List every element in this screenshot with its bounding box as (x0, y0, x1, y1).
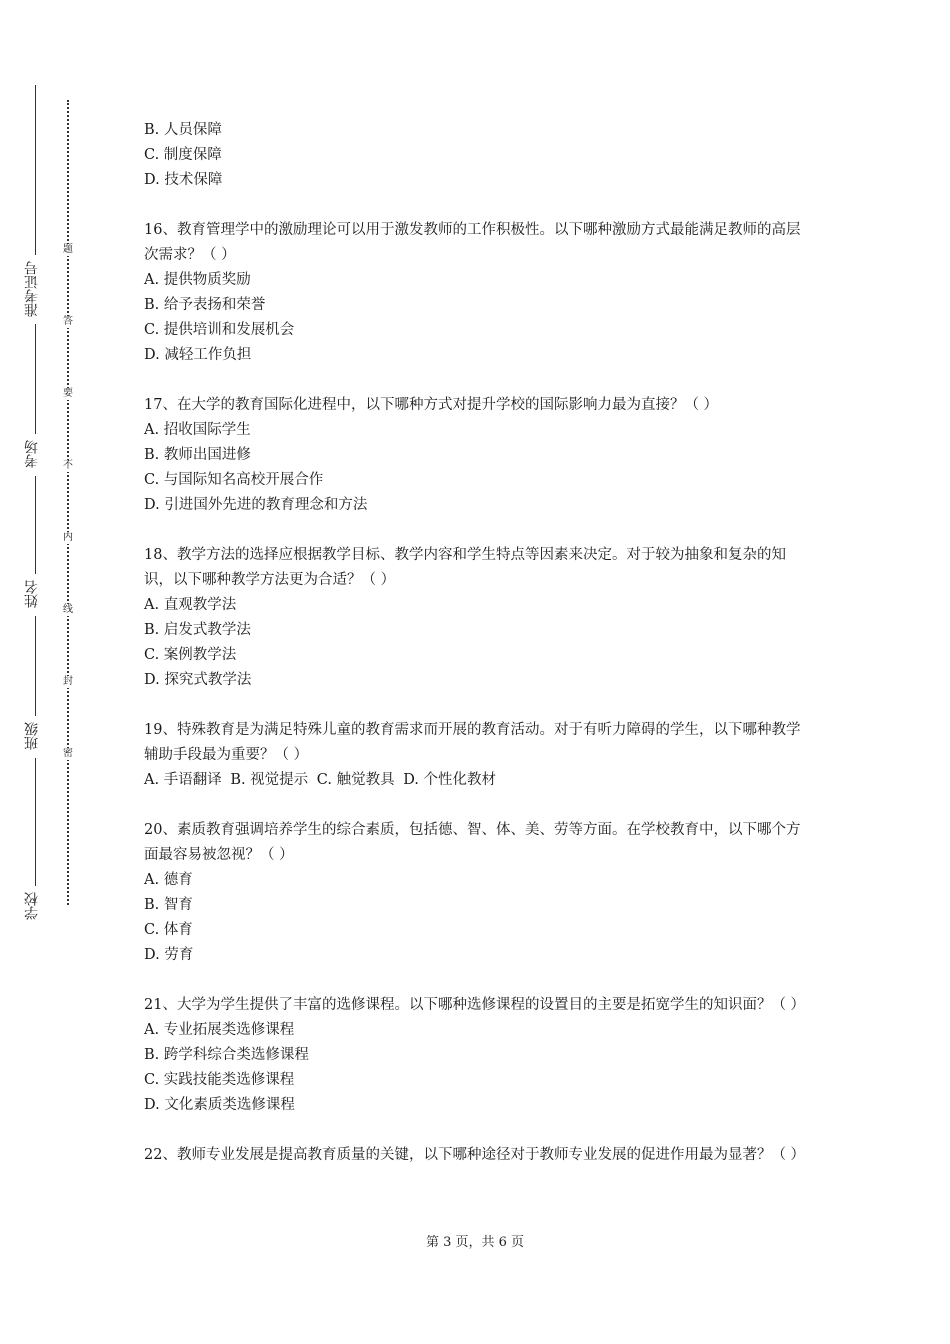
question-18 (144, 543, 814, 693)
carryover-options (144, 118, 814, 193)
seal-char: 答 (60, 316, 76, 328)
option-b: B. 跨学科综合类选修课程 (144, 1047, 309, 1063)
option-d: D. 个性化教材 (403, 772, 497, 788)
question-stem: 22、教师专业发展是提高教育质量的关键，以下哪种途径对于教师专业发展的促进作用最为显著？（ ） (144, 1147, 806, 1163)
exam-room-label: 考场 (24, 440, 40, 468)
question-stem: 18、教学方法的选择应根据教学目标、教学内容和学生特点等因素来决定。对于较为抽象和复杂的知识，以下哪种教学方法更为合适？（ ） (144, 547, 786, 588)
school-label: 学校 (24, 892, 40, 920)
inline-options (144, 768, 814, 793)
seal-char: 题 (60, 244, 76, 256)
seal-char: 密 (60, 748, 76, 760)
question-21 (144, 993, 814, 1118)
seal-char: 线 (60, 604, 76, 616)
exam-room-line (35, 324, 36, 434)
option-d: D. 技术保障 (144, 172, 223, 188)
question-17 (144, 393, 814, 518)
option-a: A. 德育 (144, 872, 193, 888)
option-c: C. 案例教学法 (144, 647, 237, 663)
name-label: 姓名 (24, 580, 40, 608)
option-c: C. 体育 (144, 922, 193, 938)
option-a: A. 专业拓展类选修课程 (144, 1022, 295, 1038)
page-number: 第 3 页，共 6 页 (425, 1235, 525, 1250)
class-line (35, 616, 36, 716)
seal-char: 不 (60, 460, 76, 472)
option-b: B. 给予表扬和荣誉 (144, 297, 266, 313)
question-19 (144, 718, 814, 793)
name-line (35, 476, 36, 574)
question-stem: 19、特殊教育是为满足特殊儿童的教育需求而开展的教育活动。对于有听力障碍的学生，以下哪种教学辅助手段最为重要？（ ） (144, 722, 801, 763)
option-c: C. 触觉教具 (316, 772, 395, 788)
option-b: B. 启发式教学法 (144, 622, 251, 638)
seal-char: 要 (60, 388, 76, 400)
option-b: B. 人员保障 (144, 122, 222, 138)
question-20 (144, 818, 814, 968)
option-b: B. 智育 (144, 897, 193, 913)
option-d: D. 减轻工作负担 (144, 347, 252, 363)
question-22 (144, 1143, 814, 1168)
option-a: A. 提供物质奖励 (144, 272, 251, 288)
option-a: A. 直观教学法 (144, 597, 237, 613)
question-stem: 20、素质教育强调培养学生的综合素质，包括德、智、体、美、劳等方面。在学校教育中，以下哪个方面最容易被忽视？（ ） (144, 822, 801, 863)
option-c: C. 与国际知名高校开展合作 (144, 472, 324, 488)
option-d: D. 劳育 (144, 947, 194, 963)
question-stem: 16、教育管理学中的激励理论可以用于激发教师的工作积极性。以下哪种激励方式最能满足教师的高层次需求？（ ） (144, 222, 801, 263)
option-b: B. 视觉提示 (230, 772, 309, 788)
question-stem: 17、在大学的教育国际化进程中，以下哪种方式对提升学校的国际影响力最为直接？（ ） (144, 397, 719, 413)
question-16 (144, 218, 814, 368)
seal-char: 内 (60, 532, 76, 544)
option-d: D. 文化素质类选修课程 (144, 1097, 295, 1113)
exam-number-label: 准考证号 (24, 261, 40, 317)
option-d: D. 探究式教学法 (144, 672, 252, 688)
option-c: C. 制度保障 (144, 147, 222, 163)
exam-content (144, 118, 814, 1193)
option-a: A. 手语翻译 (144, 772, 222, 788)
option-c: C. 实践技能类选修课程 (144, 1072, 295, 1088)
seal-dotted-line (67, 100, 69, 905)
class-label: 班级 (24, 722, 40, 750)
question-stem: 21、大学为学生提供了丰富的选修课程。以下哪种选修课程的设置目的主要是拓宽学生的知识面？（ ） (144, 997, 806, 1013)
seal-char: 封 (60, 676, 76, 688)
option-a: A. 招收国际学生 (144, 422, 251, 438)
school-line (35, 758, 36, 886)
option-d: D. 引进国外先进的教育理念和方法 (144, 497, 368, 513)
option-c: C. 提供培训和发展机会 (144, 322, 295, 338)
exam-number-line (35, 85, 36, 255)
option-b: B. 教师出国进修 (144, 447, 251, 463)
